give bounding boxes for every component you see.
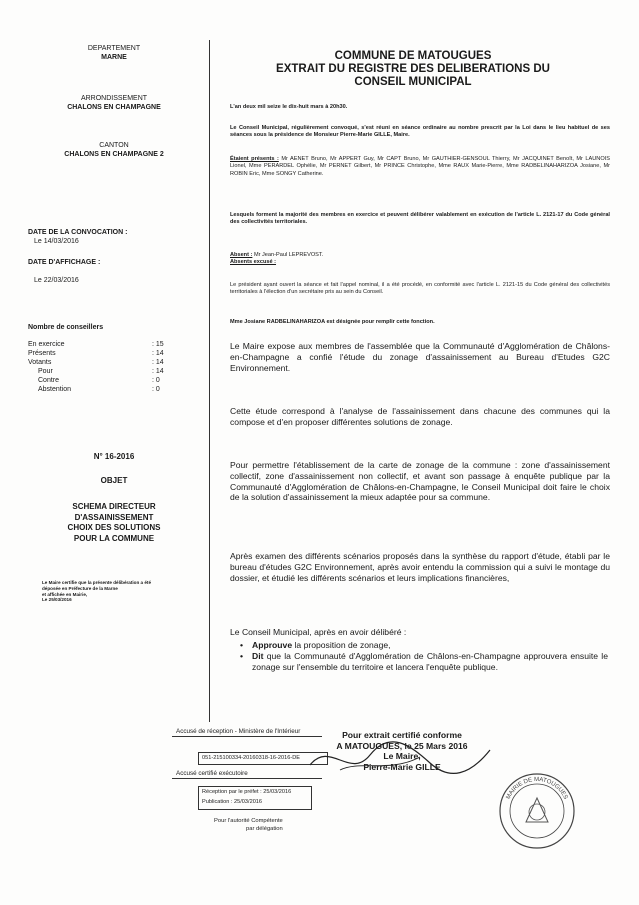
count-value: : 14	[152, 350, 164, 357]
count-row	[28, 340, 178, 349]
body-paragraph-4: Après examen des différents scénarios proposés dans la synthèse du rapport d'étude, établi par le bureau d'études G2C Environnement, après avoir entendu la commission qui a suivi le montage du dossier, et étudié les différents scénarios et leurs implications financières,	[230, 551, 610, 583]
department-block	[28, 44, 200, 62]
signature-line: Le Maire,	[383, 751, 421, 761]
count-row	[28, 358, 178, 367]
signature-line: Pour extrait certifié conforme	[342, 730, 462, 740]
certification-line: déposée en Préfecture de la Marne	[42, 585, 118, 591]
header-line: EXTRAIT DU REGISTRE DES DELIBERATIONS DU	[276, 63, 550, 75]
convocation-block	[28, 228, 200, 246]
count-value: : 14	[152, 368, 164, 375]
stamp-delegation: par délégation	[246, 826, 283, 832]
canton-value: CHALONS EN CHAMPAGNE 2	[64, 151, 164, 158]
decision-text: la proposition de zonage,	[292, 640, 391, 650]
affichage-value: Le 22/03/2016	[34, 277, 79, 284]
present-names: Mr AENET Bruno, Mr APPERT Guy, Mr CAPT Bruno, Mr GAUTHIER-GENSOUL Thierry, Mr JACQUINET Benoît, Mr LAUNOIS Lionel, Mme PERARDEL Ophélie, Mr PERNET Gilbert, Mr PRINCE Christophe, Mme RAUX Marie-Pierre, Mme RADBELINAHARIZOA Josiane, Mr ROBIN Eric, Mme SONGY Catherine.	[230, 156, 610, 177]
objet-line: CHOIX DES SOLUTIONS	[67, 523, 161, 532]
body-paragraph-1: Le Maire expose aux membres de l'assemblée que la Communauté d'Agglomération de Châlons-en-Champagne a confié l'étude du zonage d'assainissement au Bureau d'Etudes G2C Environnement.	[230, 341, 610, 373]
objet-label: OBJET	[100, 476, 128, 485]
objet-title	[28, 502, 200, 544]
header-line: CONSEIL MUNICIPAL	[354, 76, 472, 88]
objet-line: SCHEMA DIRECTEUR	[72, 502, 156, 511]
stamp-reception-date: Réception par le préfet : 25/03/2016	[202, 789, 292, 795]
absent-paragraph	[230, 252, 610, 267]
affichage-block	[28, 258, 200, 285]
counts-title: Nombre de conseillers	[28, 324, 104, 331]
count-row	[28, 385, 178, 394]
affichage-label: DATE D'AFFICHAGE :	[28, 259, 101, 266]
certification-line: Le Maire certifie que la présente délibération a été	[42, 580, 152, 585]
canton-label: CANTON	[99, 142, 129, 149]
signature-line: Pierre-Marie GILLE	[363, 761, 441, 772]
deliberation-number: N° 16-2016	[93, 452, 135, 461]
objet-line: D'ASSAINISSEMENT	[74, 512, 154, 522]
arrondissement-label: ARRONDISSEMENT	[80, 95, 148, 102]
decision-list	[240, 640, 608, 672]
handwritten-signature	[300, 735, 500, 785]
absent-excused-label: Absents excusé :	[230, 259, 277, 266]
body-paragraph-2: Cette étude correspond à l'analyse de l'assainissement dans chacune des communes qui la compose et d'en proposer différentes solutions de zonage.	[230, 406, 610, 427]
header-line: COMMUNE DE MATOUGUES	[334, 50, 492, 62]
stamp-reference: 051-215100334-20160318-16-2016-DE	[202, 755, 300, 761]
count-row	[28, 349, 178, 358]
count-value: : 0	[152, 386, 160, 393]
arrondissement-block	[28, 94, 200, 112]
count-label: Contre	[38, 377, 60, 384]
absent-names: Mr Jean-Paul LEPREVOST.	[253, 252, 324, 258]
count-label: Présents	[28, 350, 56, 357]
bullet-icon: •	[240, 650, 244, 661]
department-value: MARNE	[101, 54, 127, 61]
count-row	[28, 367, 178, 376]
convocation-paragraph: Le Conseil Municipal, régulièrement convoqué, s'est réuni en séance ordinaire au nombre prescrit par la Loi dans le lieu habituel de ses séances sous la présidence de Monsieur Pierre-Marie GILLE, Maire.	[230, 125, 610, 139]
count-label: En exercice	[28, 341, 65, 348]
decision-verb: Approuve	[252, 640, 293, 650]
present-label: Étaient présents :	[230, 156, 279, 162]
department-label: DEPARTEMENT	[87, 45, 141, 52]
decision-item	[240, 640, 608, 651]
body-paragraph-3: Pour permettre l'établissement de la carte de zonage de la commune : zone d'assainissement collectif, zone d'assainissement non collectif, et avant son passage à enquête publique par la Communauté d'Agglomération de Châlons-en-Champagne, le Conseil Municipal doit faire le choix de la solution d'assainissement la mieux adaptée pour sa commune.	[230, 460, 610, 503]
municipal-seal	[498, 772, 576, 850]
count-value: : 14	[152, 359, 164, 366]
bullet-icon: •	[240, 640, 244, 650]
decision-verb: Dit	[252, 650, 264, 661]
certification-line: et affichée en Mairie,	[42, 591, 88, 597]
canton-block	[28, 141, 200, 159]
column-divider	[209, 40, 210, 722]
decision-item	[240, 651, 608, 673]
certification-note	[42, 580, 192, 603]
absent-label: Absent :	[230, 252, 253, 258]
certification-line: Le 25/03/2016	[42, 597, 72, 603]
present-paragraph	[230, 156, 610, 178]
stamp-reception: Accusé de réception - Ministère de l'Intérieur	[176, 728, 303, 736]
count-label: Pour	[38, 368, 53, 375]
count-label: Abstention	[38, 386, 72, 393]
stamp-executory: Accusé certifié exécutoire	[176, 770, 251, 778]
counts-list	[28, 340, 178, 394]
seal-text: MAIRIE DE MATOUGUES	[505, 776, 569, 801]
secretary-paragraph: Mme Josiane RADBELINAHARIZOA est désignée pour remplir cette fonction.	[230, 319, 435, 325]
document-header	[218, 50, 608, 89]
body-paragraph-5: Le Conseil Municipal, après en avoir délibéré :	[230, 627, 407, 637]
count-value: : 15	[152, 341, 164, 348]
objet-line: POUR LA COMMUNE	[73, 533, 155, 543]
count-row	[28, 376, 178, 385]
signature-line: A MATOUGUES, le 25 Mars 2016	[336, 740, 468, 751]
stamp-authority: Pour l'autorité Compétente	[214, 818, 283, 824]
decision-text: que la Communauté d'Agglomération de Châlons-en-Champagne approuvera ensuite le zonage sur l'ensemble du territoire et lancera l'enquête publique.	[252, 650, 608, 672]
convocation-label: DATE DE LA CONVOCATION :	[28, 229, 128, 236]
majority-paragraph: Lesquels forment la majorité des membres en exercice et peuvent délibérer valablement en exécution de l'article L. 2121-17 du Code général des collectivités territoriales.	[230, 212, 610, 226]
count-label: Votants	[28, 359, 52, 366]
stamp-publication-date: Publication : 25/03/2016	[202, 799, 263, 805]
session-date: L'an deux mil seize le dix-huit mars à 20h30.	[230, 104, 348, 110]
count-value: : 0	[152, 377, 160, 384]
arrondissement-value: CHALONS EN CHAMPAGNE	[67, 104, 161, 111]
convocation-value: Le 14/03/2016	[34, 238, 79, 245]
president-paragraph: Le président ayant ouvert la séance et fait l'appel nominal, il a été procédé, en conformité avec l'article L. 2121-15 du Code général des collectivités territoriales à l'élection d'un secrétaire pris au sein du Conseil.	[230, 282, 610, 296]
